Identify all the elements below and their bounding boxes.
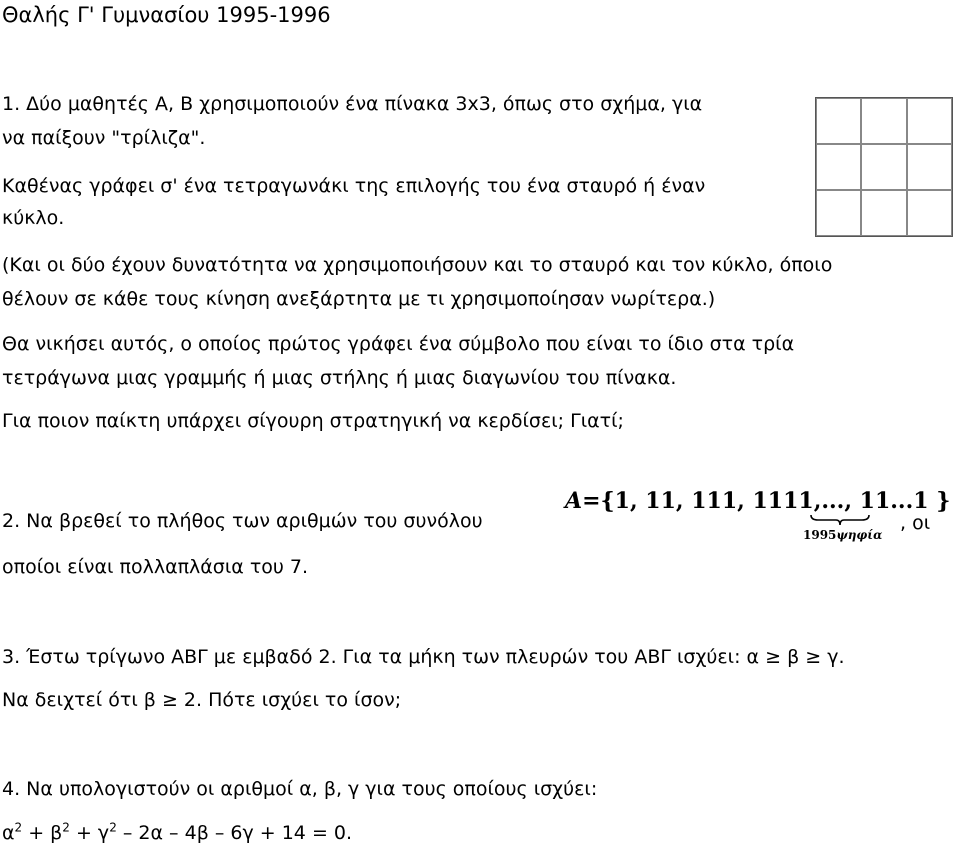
p1-line5: (Και οι δύο έχουν δυνατότητα να χρησιμοποιήσουν και το σταυρό και τον κύκλο, όποιο	[2, 254, 833, 276]
p1-line8: τετράγωνα μιας γραμμής ή μιας στήλης ή μιας διαγωνίου του πίνακα.	[2, 367, 677, 389]
tic-tac-toe-grid	[815, 97, 953, 237]
grid-cell	[861, 98, 906, 144]
grid-cell	[816, 190, 861, 236]
p4-line1: 4. Να υπολογιστούν οι αριθμοί α, β, γ για τους οποίους ισχύει:	[2, 778, 598, 800]
p1-line3: Καθένας γράφει σ' ένα τετραγωνάκι της επιλογής του ένα σταυρό ή έναν	[2, 175, 706, 197]
eq-exp-1: 2	[14, 820, 23, 835]
formula-under-count: 1995	[803, 528, 837, 542]
grid-cell	[816, 98, 861, 144]
formula-lhs: A	[565, 488, 583, 514]
grid-cell	[907, 144, 952, 190]
p1-line9: Για ποιον παίκτη υπάρχει σίγουρη στρατηγική να κερδίσει; Γιατί;	[2, 410, 624, 432]
p2-suffix: , οι	[900, 512, 931, 534]
p1-line2: να παίξουν "τρίλιζα".	[2, 127, 206, 149]
grid-cell	[907, 98, 952, 144]
p2-line1: 2. Να βρεθεί το πλήθος των αριθμών του συνόλου	[2, 510, 483, 532]
p2-line2: οποίοι είναι πολλαπλάσια του 7.	[2, 556, 309, 578]
p1-line1: 1. Δύο μαθητές Α, Β χρησιμοποιούν ένα πίνακα 3x3, όπως στο σχήμα, για	[2, 93, 703, 115]
p1-line6: θέλουν σε κάθε τους κίνηση ανεξάρτητα με τι χρησιμοποίησαν νωρίτερα.)	[2, 288, 716, 310]
grid-cell	[816, 144, 861, 190]
formula-set: ={1, 11, 111, 1111,..., 11...1 }	[582, 488, 951, 514]
eq-rest: – 2α – 4β – 6γ + 14 = 0.	[116, 822, 353, 844]
p1-line7: Θα νικήσει αυτός, ο οποίος πρώτος γράφει ένα σύμβολο που είναι το ίδιο στα τρία	[2, 333, 795, 355]
page-title: Θαλής Γ' Γυμνασίου 1995-1996	[2, 3, 331, 27]
formula-under-word: ψηφία	[836, 528, 883, 542]
p3-line1: 3. Έστω τρίγωνο ΑΒΓ με εμβαδό 2. Για τα μήκη των πλευρών του ΑΒΓ ισχύει: α ≥ β ≥ γ.	[2, 646, 845, 668]
p4-equation	[2, 822, 352, 844]
grid-cell	[861, 144, 906, 190]
p1-line4: κύκλο.	[2, 207, 65, 229]
eq-alpha: α	[2, 822, 15, 844]
grid-cell	[861, 190, 906, 236]
underbrace-icon	[810, 514, 870, 526]
p3-line2: Να δειχτεί ότι β ≥ 2. Πότε ισχύει το ίσον;	[2, 689, 402, 711]
eq-beta: + β	[22, 822, 63, 844]
eq-exp-2: 2	[62, 820, 70, 835]
grid-cell	[907, 190, 952, 236]
eq-gamma: + γ	[69, 822, 110, 844]
eq-exp-3: 2	[109, 820, 117, 835]
